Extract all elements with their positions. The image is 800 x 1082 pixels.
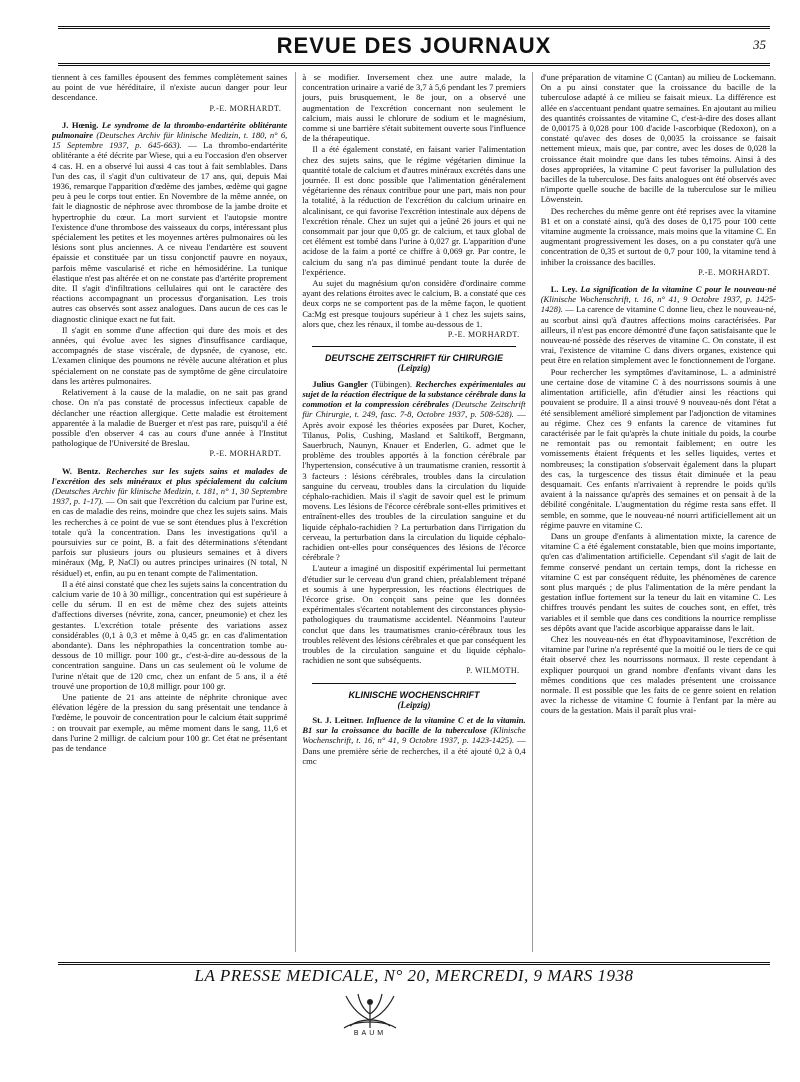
article-author: St. J. Leitner. bbox=[312, 714, 364, 725]
article-author: W. Bentz. bbox=[62, 465, 101, 476]
article-title: La signification de la vitamine C pour le nouveau-né bbox=[580, 284, 776, 295]
section-title: KLINISCHE WOCHENSCHRIFT bbox=[348, 689, 480, 700]
section-divider bbox=[312, 346, 515, 347]
paragraph: Il a été également constaté, en faisant varier l'alimentation chez des sujets sains, que le régime végétarien diminue la quantité totale de calcium et d'autres minéraux excrétés dans une journée. Il est donc possible que l'alimentation généralement végétarienne des rénaux contribue pour une part, mais non pour la totalité, à la réduction de l'excrétion du calcium urinaire en alcalinisant, ce qui favorise l'excrétion intestinale aux dépens de l'excrétion rénale. Chez un sujet qui a jeûné 26 jours et qui ne consommait par jour que 0,05 gr. de calcium, et taux global de cet élément est tombé dans l'urine à 0,027 gr. L'apparition d'une acidose de la faim a porté ce chiffre à 0,069 gr. Par contre, le calcium du sang n'a pas diminué pendant toute la durée de l'expérience. bbox=[302, 144, 526, 277]
section-title: DEUTSCHE ZEITSCHRIFT für CHIRURGIE bbox=[325, 353, 504, 364]
article-author: J. Hœnig. bbox=[62, 119, 99, 130]
page-header bbox=[58, 26, 770, 66]
paragraph: — La carence de vitamine C donne lieu, chez le nouveau-né, au scorbut ainsi qu'à d'autres affections moins caractérisées. Par ailleurs, il n'est pas encore démontré d'une façon satisfaisante que le nouveau-né possède des réserves de vitamine C. On constate, il est vrai, l'existence de vitamine C dans divers organes, existence qui peut être en relation simplement avec le fonctionnement de l'organe. bbox=[540, 304, 776, 366]
article-abstract bbox=[541, 284, 776, 366]
paragraph: à se modifier. Inversement chez une autre malade, la concentration urinaire a varié de 3,7 à 5,6 pendant les 7 premiers jours, puis brusquement, le 8e jour, on a observé une augmentation de l'excrétion concernant non seulement le calcium, mais aussi le chlorure de sodium et le magnésium, comme si une barrière s'était subitement ouverte sous l'influence de la thérapeutique. bbox=[302, 72, 526, 144]
signature: P.-E. MORHARDT. bbox=[209, 449, 282, 459]
article-author: Julius Gangler bbox=[312, 378, 368, 389]
page-number: 35 bbox=[753, 37, 766, 52]
article-reference: (Klinische Wochenschrift, t. 16, n° 41, 9 Octobre 1937, p. 1425-1428). bbox=[540, 294, 776, 315]
paragraph: — On sait que l'excrétion du calcium par l'urine est, en cas de maladie des reins, moindre que chez les sujets sains. Mais les recherches à ce point de vue se sont étendues plus à l'excrétion totale qu'à la concentration. Dans les investigations qu'il a poursuivies sur ce point, B. a fait des déterminations s'étendant parfois sur plusieurs jours ou plusieurs semaines et à divers minéraux (Mg, P, NaCl) ou autres principes urinaires (N total, N résiduel) et, enfin, au pu en tenant compte de l'alimentation. bbox=[52, 496, 288, 578]
article-reference: (Deutsches Archiv für klinische Medizin, t. 181, n° 1, 30 Septembre 1937, p. 1-17). bbox=[52, 485, 288, 507]
logo-text: BAUM bbox=[353, 1030, 387, 1037]
footer-imprint: LA PRESSE MEDICALE, N° 20, MERCREDI, 9 MARS 1938 bbox=[194, 966, 634, 985]
paragraph: Dans un groupe d'enfants à alimentation mixte, la carence de vitamine C a été également constatable, bien que moins importante, qu'en cas d'alimentation artificielle. Cependant s'il s'agit de lait de femme conservé pendant un certain temps, dont la richesse en vitamine C est par conséquent réduite, les phénomènes de carence sont plus marqués ; de plus l'alimentation de la mère pendant la gestation influe fortement sur la teneur du lait en vitamine C. Les chiffres trouvés pendant les suites de couches sont, en effet, très variables et il semble que dans ces conditions la nourrice remplisse ses dépôts avant que l'acide ascorbique apparaisse dans le lait. bbox=[540, 530, 776, 633]
article-columns bbox=[52, 72, 776, 952]
paragraph: Au sujet du magnésium qu'on considère d'ordinaire comme ayant des relations étroites avec le calcium, B. a constaté que ces deux corps ne se comportent pas de la même façon, le quotient Ca:Mg est presque toujours supérieur à 1 chez les sujets sains, alors que, chez les rénaux, il tombe au-dessous de 1. bbox=[302, 278, 526, 329]
article-title: Influence de la vitamine C et de la vitamin. B1 sur la croissance du bacille de la tuberculose bbox=[302, 714, 526, 736]
journal-title: REVUE DES JOURNAUX bbox=[276, 33, 552, 58]
section-city: (Leipzig) bbox=[397, 363, 431, 374]
paragraph: Pour rechercher les symptômes d'avitaminose, L. a administré une certaine dose de vitamine C à des nourrissons soumis à une alimentation artificielle, afin d'étudier ainsi les réactions qui pouvaient se produire. Il a ainsi trouvé 9 nouveau-nés dont l'état a été sensiblement amélioré simplement par l'adjonction de vitamines au régime. Chez ces 9 enfants la carence de vitamines fut caractérisée par le fait qu'après la chute initiale du poids, la courbe ne remontait pas ou remontait faiblement; en outre les vomissements étaient fréquents et les selles liquides, vertes et nombreuses; la constipation s'observait également dans la plupart des cas, la turgescence des tissus était diminuée et la peau desquamait. Ces enfants n'arrivaient à reprendre le poids qu'ils avaient à la naissance qu'après des semaines et on pensait à de la débilité congénitale. L'augmentation du régime resta sans effet. Il semble, en somme, que le nouveau-né nourri artificiellement ait un régime pauvre en vitamine C. bbox=[540, 366, 776, 530]
article-abstract bbox=[52, 120, 287, 324]
article-title: Recherches expérimentales au sujet de la réaction électrique de la substance cérébrale dans la commotion et la compression cérébrales bbox=[302, 378, 526, 410]
paragraph: Une patiente de 21 ans atteinte de néphrite chronique avec élévation légère de la pression du sang présentait une tendance à l'œdème, le pouvoir de concentration pour le calcium était supprimé : on trouvait par exemple, au même moment dans le sang, 11,6 et dans l'urine 2 milligr. de calcium pour 100 gr. Cet état ne présentant pas de tendance bbox=[52, 691, 288, 753]
paragraph: — La thrombo-endartérite oblitérante a été décrite par Wiese, qui a eu l'occasion d'en observer 4 cas. H. en a observé lui aussi 4 cas tout à fait semblables. Dans l'un des cas, il s'agit d'un cultivateur de 17 ans, qui, depuis Mai 1936, remarque l'apparition d'œdème des jambes, œdème qui gagne peu à peu le corps tout entier. En Novembre de la même année, on fait le diagnostic de néphrose avec thrombose de la jambe droite et hypertrophie du cœur. La mort survient et l'autopsie montre l'existence d'une thrombose des vaisseaux du corps, intéressant plus spécialement les petites et les moyennes artères pulmonaires où les lésions sont plus anciennes. A ce niveau l'endartère est souvent épaissie et constituée par un tissu conjonctif pauvre en noyaux, parfois même vascularisé et riche en hémosidérine. La tunique élastique n'est pas altérée et on ne constate pas d'artérite proprement dite. Il s'agit d'infiltrations cellulaires qui ont le caractère des réactions accompagnant un processus d'organisation. Les trois autres cas observés sont assez analogues. Dans aucun de ces cas le diagnostic clinique exact ne fut fait. bbox=[52, 140, 288, 324]
article-reference: (Klinische Wochenschrift, t. 16, n° 41, 9 Octobre 1937, p. 1423-1425). bbox=[302, 725, 526, 746]
signature: P.-E. MORHARDT. bbox=[698, 267, 771, 277]
article-author: L. Ley. bbox=[550, 284, 578, 295]
article-reference: (Deutsches Archiv für klinische Medizin, t. 180, n° 6, 15 Septembre 1937, p. 645-663). bbox=[52, 130, 288, 151]
column-1 bbox=[52, 72, 287, 952]
paragraph: — Après avoir exposé les théories exposées par Duret, Kocher, Tilanus, Polis, Cushing, Masland et Saltikoff, Bergmann, Sauerbruch, Naunyn, Knauer et Enderlen, G. admet que le problème des troubles apportés à la fonction cérébrale par l'hypertension, consécutive à un traumatisme cranien, ressortit à 3 facteurs : lésions cérébrales, troubles dans la circulation sanguine du cerveau, troubles dans la circulation du liquide céphalo-rachidien. Mais il s'agit de savoir quel est le primum movens. Les lésions de l'écorce cérébrale sont-elles primitives et entraînent-elles des troubles de la circulation sanguine et du liquide céphalo-rachidien ? La perturbation dans l'irrigation du cerveau, la perturbation dans la circulation du liquide céphalo-rachidien ont-elles pour conséquences des lésions de l'écorce cérébrale ? bbox=[302, 409, 526, 563]
article-abstract bbox=[52, 466, 287, 578]
article-reference: (Deutsche Zeitschrift für Chirurgie, t. 249, fasc. 7-8, Octobre 1937, p. 508-528). bbox=[302, 399, 526, 420]
paragraph: tiennent à ces familles épousent des femmes complètement saines au point de vue héréditaire, il n'existe aucun danger pour leur descendance. bbox=[52, 72, 288, 103]
footer-rule bbox=[58, 962, 770, 965]
article-title: Le syndrome de la thrombo-endartérite oblitérante pulmonaire bbox=[52, 119, 288, 141]
signature: P.-E. MORHARDT. bbox=[447, 330, 520, 340]
column-3 bbox=[541, 72, 776, 952]
paragraph: — Dans une première série de recherches, il a été ajouté 0,2 à 0,4 cmc bbox=[302, 735, 526, 766]
paragraph: Il a été ainsi constaté que chez les sujets sains la concentration du calcium varie de 10 à 30 milligr., concentration qui est supérieure à celle du sérum. Il en est de même chez des sujets atteints d'affections diverses (névrite, zona, cancer, pneumonie) et chez les gestantes. L'excrétion totale présente des variations assez considérables (0,1 à 0,3 et même à 0,45 gr. en cas d'alimentation abondante). Dans les néphropathies la concentration tombe au-dessous de 10 milligr. pour 100 gr., c'est-à-dire au-dessous de la concentration sanguine. Dans un cas seulement où le volume de l'urine n'était que de 120 cmc, chez un enfant de 5 ans, il a été trouvé une proportion de 10,8 milligr. pour 100 gr. bbox=[52, 578, 288, 691]
paragraph: Chez les nouveau-nés en état d'hypoavitaminose, l'excrétion de vitamine par l'urine n'a représenté que la moitié ou le tiers de ce qui était observé chez les nourrissons normaux. Il reste cependant à expliquer pourquoi un grand nombre d'enfants vivant dans les mêmes conditions que ces malades présentent une croissance normale. Il est possible que les faits de ce genre soient en relation avec la richesse de vitamine C fournie à l'enfant par la mère au cours de la gestation. Mais il paraît plus vrai- bbox=[540, 633, 776, 716]
publisher-logo-icon bbox=[338, 990, 402, 1030]
paragraph: Il s'agit en somme d'une affection qui dure des mois et des années, qui évolue avec les signes d'insuffisance cardiaque, accompagnés de stase viscérale, de dypsnée, de cyanose, etc. L'examen clinique des poumons ne révèle aucune altération et plus spécialement on ne constate pas de symptôme de gêne circulatoire dans les artères pulmonaires. bbox=[52, 324, 288, 386]
article-title: Recherches sur les sujets sains et malades de l'excrétion des sels minéraux et plus spécialement du calcium bbox=[52, 465, 288, 486]
article-abstract bbox=[302, 379, 525, 563]
article-abstract bbox=[302, 715, 525, 766]
paragraph: L'auteur a imaginé un dispositif expérimental lui permettant d'étudier sur le cerveau d'un grand chien, préalablement trépané et soumis à une hyperpression, les réactions électriques de l'écorce grise. On conçoit sans peine que les données expérimentales s'écartent notablement des circonstances physio-pathologiques du traumatisme accidentel. Néanmoins l'auteur conclut que dans les traumatismes cranio-cérébraux tous les troubles relèvent des lésions cérébrales et que par conséquent les troubles de la circulation sanguine et du liquide céphalo-rachidien ne sont que subséquents. bbox=[302, 563, 526, 666]
paragraph: Relativement à la cause de la maladie, on ne sait pas grand chose. On n'a pas constaté de processus infectieux capable de déclancher une réaction allergique. Cette maladie est étroitement apparentée à la maladie de Buerger et n'est pas rare, puisqu'il a été possible d'en observer 4 cas au cours d'une année à l'Institut pathologique de l'Université de Breslau. bbox=[52, 387, 288, 449]
column-2 bbox=[295, 72, 532, 952]
author-location: (Tübingen). bbox=[371, 378, 412, 389]
signature: P. WILMOTH. bbox=[466, 666, 520, 676]
paragraph: d'une préparation de vitamine C (Cantan) au milieu de Lockemann. On a pu ainsi constater que la croissance du bacille de la tuberculose adapté à ce milieu se faisait mieux. La différence est allée en s'accentuant pendant quatre semaines. En ajoutant au milieu des quantités croissantes de vitamine C, c'est-à-dire des doses allant de 0,00175 à 0,028 pour 100 d'acide l-ascorbique (Redoxon), on a constaté qu'avec des doses de 0,0035 la croissance se faisait nettement mieux, mais que, par contre, avec les doses de 0,028 la croissance était moindre que dans les tubes témoins. Ainsi à des doses appropriées, la vitamine C peut favoriser la pullulation des bacilles de la tuberculose. Des faits analogues ont été observés avec n'importe quelle souche de bacille de la tuberculose sur le milieu Löwenstein. bbox=[540, 72, 776, 205]
section-city: (Leipzig) bbox=[397, 699, 431, 710]
signature: P.-E. MORHARDT. bbox=[209, 103, 282, 113]
section-divider bbox=[312, 683, 515, 684]
paragraph: Des recherches du même genre ont été reprises avec la vitamine B1 et on a constaté ainsi, qu'à des doses de 0,175 pour 100 cette vitamine augmente la croissance, mais moins que la vitamine C. En augmentant progressivement les doses, on a pu constater qu'à une concentration de 0,35 et surtout de 0,7 pour 100, la vitamine tend à inhiber la croissance des bacilles. bbox=[540, 205, 776, 267]
